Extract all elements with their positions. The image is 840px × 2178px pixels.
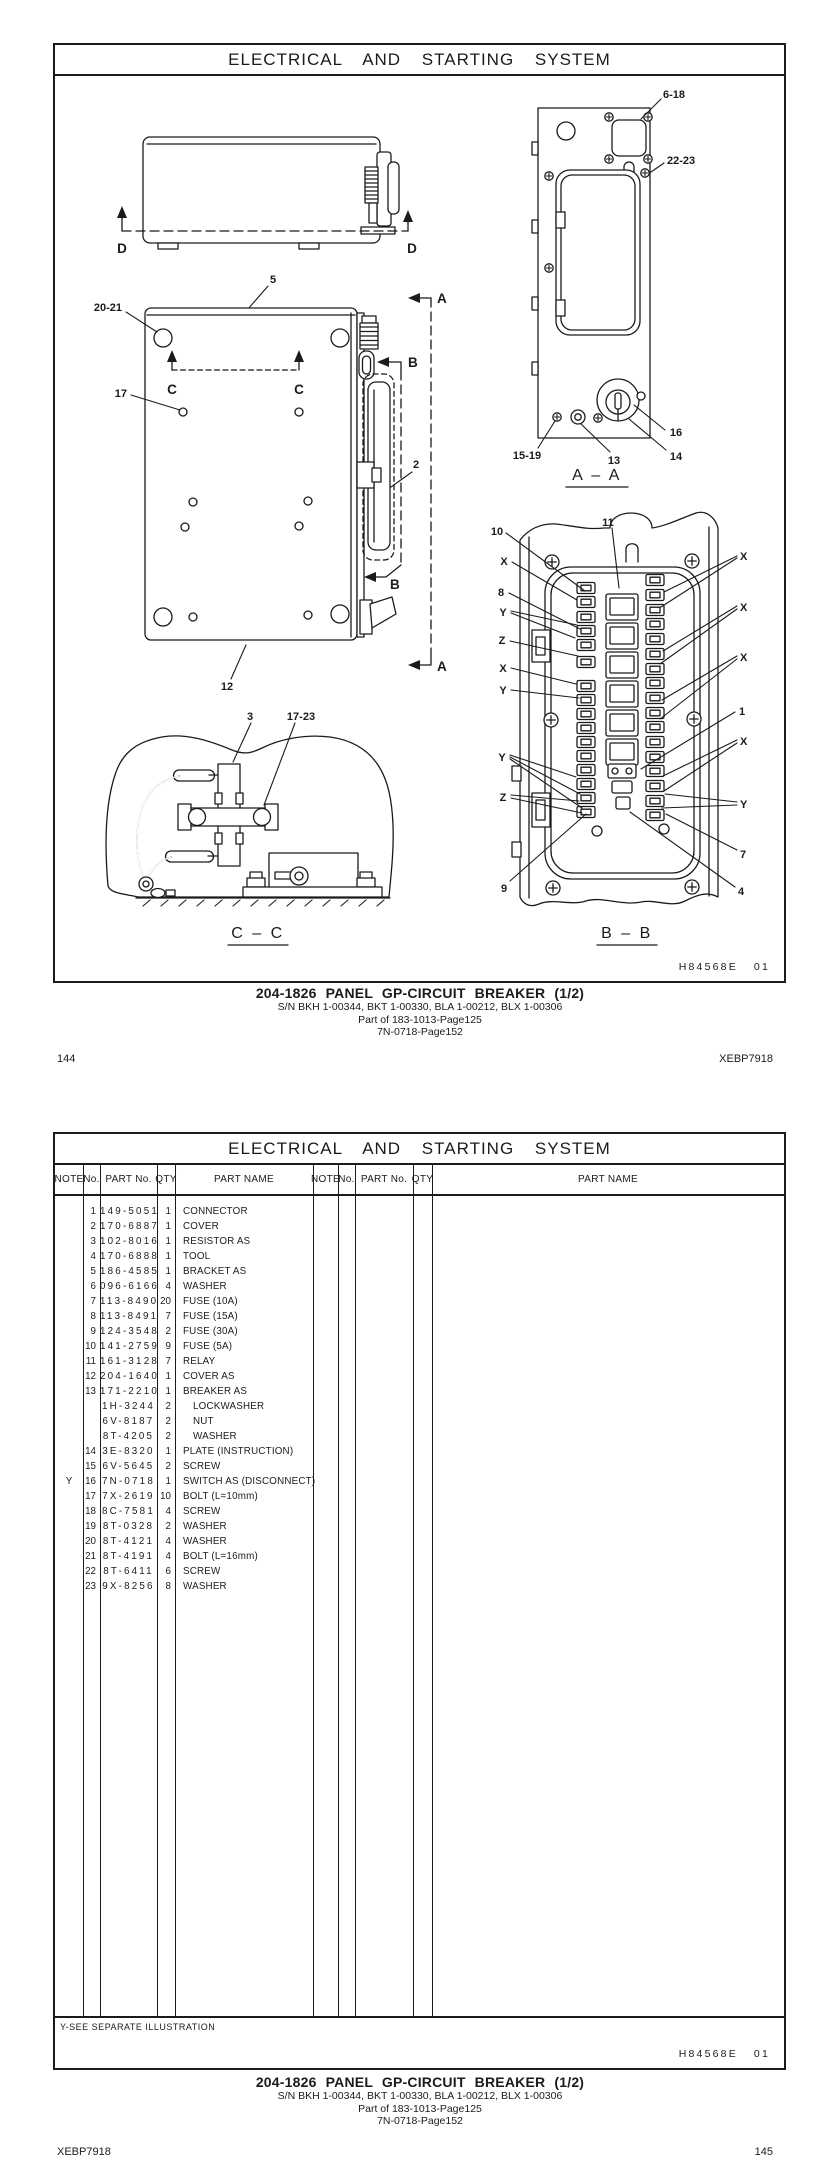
fuse-symbol	[577, 723, 595, 734]
drawing-code-rev: 01	[753, 2048, 770, 2060]
caption-partof: Part of 183-1013-Page125	[358, 2102, 482, 2115]
table-row	[55, 1519, 784, 1534]
cell-qty: 7	[165, 1356, 171, 1367]
callout-14: 14	[669, 451, 683, 463]
cell-pn: 124-3548	[100, 1326, 160, 1337]
callout-x: X	[740, 602, 748, 614]
cell-pn: 1H-3244	[102, 1401, 155, 1412]
cell-pn: 6V-8187	[102, 1416, 155, 1427]
cell-no: 18	[85, 1506, 96, 1517]
drawing-code-rev: 01	[753, 961, 770, 973]
callout-x: X	[499, 663, 507, 675]
fuse-symbol	[646, 722, 664, 733]
fuse-symbol	[646, 619, 664, 630]
table-row	[55, 1234, 784, 1249]
cell-pn: 8T-4205	[102, 1431, 155, 1442]
table-row	[55, 1249, 784, 1264]
fuse-symbol	[577, 626, 595, 637]
parts-table	[55, 1165, 784, 2068]
table-row	[55, 1579, 784, 1594]
cell-no	[83, 1414, 100, 1429]
cell-no: 13	[85, 1386, 96, 1397]
fuse-symbol	[577, 640, 595, 651]
callout-c-left: C	[167, 382, 177, 397]
fuse-symbol	[646, 634, 664, 645]
fuse-symbol	[646, 693, 664, 704]
fuse-symbol	[646, 590, 664, 601]
fuse-symbol	[577, 681, 595, 692]
cell-note	[55, 1399, 83, 1414]
callout-9: 9	[500, 883, 508, 895]
cell-no: 12	[85, 1371, 96, 1382]
cell-pn: 7X-2619	[102, 1491, 155, 1502]
figure-caption	[0, 2075, 840, 2128]
callout-d-right: D	[407, 241, 417, 256]
cell-qty: 7	[165, 1311, 171, 1322]
cell-nm: COVER	[183, 1221, 219, 1232]
callout-7: 7	[740, 849, 747, 861]
cell-note	[55, 1354, 83, 1369]
fuse-symbol	[646, 708, 664, 719]
caption-title: 204-1826 PANEL GP-CIRCUIT BREAKER (1/2)	[255, 985, 585, 1001]
cell-note	[55, 1459, 83, 1474]
callout-b-top: B	[408, 355, 418, 370]
fuse-symbol	[577, 779, 595, 790]
cell-no: 5	[90, 1266, 96, 1277]
parts-list-page	[53, 1132, 786, 2070]
table-row	[55, 1534, 784, 1549]
cell-pn: 8T-4191	[102, 1551, 155, 1562]
cell-no: 1	[90, 1206, 96, 1217]
callout-13: 13	[607, 455, 621, 467]
table-row	[55, 1339, 784, 1354]
cell-pn: 8T-4121	[102, 1536, 155, 1547]
table-row	[55, 1204, 784, 1219]
cell-nm: SWITCH AS (DISCONNECT)	[183, 1476, 316, 1487]
view-top	[117, 137, 417, 309]
fuse-symbol	[646, 737, 664, 748]
view-aa	[513, 89, 695, 487]
table-row	[55, 1294, 784, 1309]
callout-a-top: A	[437, 291, 447, 306]
cell-nm: FUSE (10A)	[183, 1296, 238, 1307]
cell-nm: NUT	[193, 1416, 214, 1427]
figure-caption	[0, 986, 840, 1039]
table-row	[55, 1474, 784, 1489]
cell-no: 16	[85, 1476, 96, 1487]
drawing-code-number: H84568E	[678, 2048, 738, 2060]
cell-qty: 4	[165, 1506, 171, 1517]
callout-d-left: D	[117, 241, 127, 256]
callout-22-23: 22-23	[667, 155, 696, 167]
cell-no: 20	[85, 1536, 96, 1547]
cell-note	[55, 1444, 83, 1459]
table-row	[55, 1459, 784, 1474]
cell-nm: RELAY	[183, 1356, 216, 1367]
caption-ref: 7N-0718-Page152	[377, 2115, 463, 2127]
cell-pn: 8C-7581	[102, 1506, 155, 1517]
page-number: 144	[57, 1053, 76, 1065]
relay-symbol	[606, 681, 638, 707]
figure-drawing	[55, 74, 784, 981]
col-part-no: PART No.	[105, 1174, 152, 1185]
section-title-bb: B – B	[601, 925, 653, 942]
fuse-symbol	[646, 605, 664, 616]
cell-pn: 204-1640	[100, 1371, 160, 1382]
callout-10: 10	[490, 526, 504, 538]
cell-note	[55, 1324, 83, 1339]
col-part-no-2: PART No.	[360, 1174, 408, 1185]
cell-nm: FUSE (5A)	[183, 1341, 233, 1352]
cell-no: 19	[85, 1521, 96, 1532]
cell-nm: WASHER	[183, 1581, 227, 1592]
fuse-symbol	[646, 575, 664, 586]
fuse-symbol	[577, 737, 595, 748]
cell-qty: 20	[160, 1296, 171, 1307]
cell-note	[55, 1489, 83, 1504]
cell-nm: BOLT (L=16mm)	[183, 1551, 258, 1562]
callout-11: 11	[602, 517, 614, 529]
cell-no	[83, 1399, 100, 1414]
caption-serials: S/N BKH 1-00344, BKT 1-00330, BLA 1-00212, BLX 1-00306	[277, 1001, 563, 1013]
fuse-symbol	[577, 765, 595, 776]
cell-note	[55, 1549, 83, 1564]
connector-6-18	[612, 120, 646, 156]
cell-qty: 1	[165, 1206, 171, 1217]
cell-note	[55, 1294, 83, 1309]
fuse-symbol	[646, 810, 664, 821]
callout-c-right: C	[294, 382, 304, 397]
callout-y: Y	[499, 607, 507, 619]
cell-nm: WASHER	[183, 1536, 227, 1547]
cell-note	[55, 1534, 83, 1549]
cell-pn: 170-6888	[100, 1251, 160, 1262]
section-title-aa: A – A	[572, 467, 622, 484]
cell-no: 4	[90, 1251, 96, 1262]
col-qty: QTY	[155, 1174, 177, 1185]
section-title-cc: C – C	[231, 925, 285, 942]
footnote: Y-SEE SEPARATE ILLUSTRATION	[60, 2022, 216, 2032]
callout-1: 1	[739, 706, 746, 718]
cell-note	[55, 1339, 83, 1354]
cell-note	[55, 1309, 83, 1324]
relay-symbol	[606, 710, 638, 736]
cell-pn: 161-3128	[100, 1356, 160, 1367]
callout-z: Z	[498, 635, 506, 647]
callout-x: X	[740, 736, 748, 748]
cell-nm: PLATE (INSTRUCTION)	[183, 1446, 294, 1457]
form-number: XEBP7918	[719, 1053, 773, 1065]
figure-page	[53, 43, 786, 983]
fuse-symbol	[577, 709, 595, 720]
table-row	[55, 1354, 784, 1369]
cell-qty: 1	[165, 1221, 171, 1232]
fuse-symbol	[646, 649, 664, 660]
table-row	[55, 1564, 784, 1579]
relay-symbol	[606, 594, 638, 620]
callout-y: Y	[498, 752, 506, 764]
cell-note	[55, 1204, 83, 1219]
cell-nm: SCREW	[183, 1506, 221, 1517]
cell-pn: 9X-8256	[102, 1581, 155, 1592]
cell-note	[55, 1519, 83, 1534]
table-row	[55, 1414, 784, 1429]
callout-y: Y	[740, 799, 748, 811]
fuse-symbol	[577, 751, 595, 762]
fuse-symbol	[577, 657, 595, 668]
callout-16: 16	[669, 427, 683, 439]
table-row	[55, 1309, 784, 1324]
cell-no: 7	[90, 1296, 96, 1307]
table-row	[55, 1549, 784, 1564]
drawing-code-number: H84568E	[678, 961, 738, 973]
table-row	[55, 1489, 784, 1504]
cell-qty: 4	[165, 1551, 171, 1562]
cell-pn: 8T-6411	[103, 1566, 154, 1577]
callout-5: 5	[269, 274, 277, 286]
cell-nm: BRACKET AS	[183, 1266, 247, 1277]
cell-qty: 1	[165, 1251, 171, 1262]
callout-z: Z	[499, 792, 507, 804]
cell-qty: 1	[165, 1386, 171, 1397]
cell-note: Y	[65, 1476, 73, 1487]
cell-qty: 10	[160, 1491, 171, 1502]
relay-symbol	[606, 623, 638, 649]
cell-note	[55, 1504, 83, 1519]
callout-17: 17	[114, 388, 127, 400]
wire-lug-upper	[174, 770, 215, 781]
cell-no	[83, 1429, 100, 1444]
fuse-column-left	[577, 583, 595, 818]
cell-nm: BOLT (L=10mm)	[183, 1491, 258, 1502]
caption-partof: Part of 183-1013-Page125	[358, 1013, 482, 1026]
callout-x: X	[740, 551, 748, 563]
callout-8: 8	[497, 587, 505, 599]
cell-qty: 6	[165, 1566, 171, 1577]
cell-qty: 1	[165, 1266, 171, 1277]
table-body	[55, 1196, 784, 2018]
cell-pn: 102-8016	[100, 1236, 160, 1247]
cell-nm: RESISTOR AS	[183, 1236, 251, 1247]
page-title: ELECTRICAL AND STARTING SYSTEM	[55, 45, 784, 76]
cell-no: 9	[90, 1326, 96, 1337]
cell-qty: 1	[165, 1446, 171, 1457]
cell-qty: 8	[165, 1581, 171, 1592]
callout-4: 4	[738, 886, 745, 898]
callout-6-18: 6-18	[663, 89, 686, 101]
cell-note	[55, 1234, 83, 1249]
cell-nm: COVER AS	[183, 1371, 235, 1382]
callout-x: X	[500, 556, 508, 568]
col-note: NOTE	[54, 1174, 84, 1185]
cell-note	[55, 1279, 83, 1294]
cell-qty: 1	[165, 1236, 171, 1247]
table-row	[55, 1504, 784, 1519]
callout-2: 2	[413, 459, 420, 471]
page-title: ELECTRICAL AND STARTING SYSTEM	[55, 1134, 784, 1165]
cell-nm: FUSE (30A)	[183, 1326, 238, 1337]
table-row	[55, 1219, 784, 1234]
cell-qty: 2	[165, 1461, 171, 1472]
view-cc	[106, 711, 393, 945]
cell-pn: 8T-0328	[102, 1521, 155, 1532]
cell-nm: LOCKWASHER	[193, 1401, 265, 1412]
view-bb	[491, 512, 748, 945]
col-qty-2: QTY	[411, 1174, 434, 1185]
cell-no: 10	[85, 1341, 96, 1352]
cell-note	[55, 1579, 83, 1594]
cell-qty: 4	[165, 1281, 171, 1292]
section-line-a	[408, 291, 447, 674]
callout-20-21: 20-21	[93, 302, 122, 314]
drawing-code	[679, 961, 770, 973]
cell-pn: 113-8491	[100, 1311, 159, 1322]
cell-nm: SCREW	[183, 1461, 221, 1472]
cell-qty: 1	[165, 1476, 171, 1487]
fuse-symbol	[577, 597, 595, 608]
cell-no: 17	[85, 1491, 96, 1502]
relay-symbol	[606, 652, 638, 678]
fuse-symbol	[646, 781, 664, 792]
table-row	[55, 1369, 784, 1384]
col-note-2: NOTE	[311, 1174, 340, 1185]
fuse-column-right	[646, 575, 664, 821]
cell-note	[55, 1564, 83, 1579]
cell-qty: 2	[165, 1326, 171, 1337]
cell-note	[55, 1369, 83, 1384]
cell-nm: CONNECTOR	[183, 1206, 248, 1217]
table-header	[55, 1165, 784, 1196]
form-number: XEBP7918	[57, 2146, 111, 2158]
cell-pn: 149-5051	[100, 1206, 160, 1217]
callout-b-bottom: B	[390, 577, 400, 592]
cell-nm: WASHER	[183, 1281, 227, 1292]
fuse-symbol	[577, 583, 595, 594]
callout-y: Y	[499, 685, 507, 697]
relay-symbol	[606, 739, 638, 765]
fuse-symbol	[646, 766, 664, 777]
cell-note	[55, 1429, 83, 1444]
cell-nm: WASHER	[183, 1521, 227, 1532]
cell-no: 8	[90, 1311, 96, 1322]
fuse-symbol	[577, 695, 595, 706]
callout-x: X	[740, 652, 748, 664]
cell-qty: 2	[165, 1416, 171, 1427]
cell-no: 22	[85, 1566, 96, 1577]
cell-qty: 2	[165, 1521, 171, 1532]
callout-15-19: 15-19	[512, 450, 542, 462]
fuse-symbol	[577, 612, 595, 623]
page-number: 145	[754, 2146, 773, 2158]
table-row	[55, 1384, 784, 1399]
drawing-code	[679, 2048, 770, 2060]
table-row	[55, 1444, 784, 1459]
cell-no: 6	[90, 1281, 96, 1292]
callout-a-bottom: A	[437, 659, 447, 674]
col-part-name-2: PART NAME	[578, 1174, 638, 1185]
cell-qty: 2	[165, 1401, 171, 1412]
cell-pn: 171-2210	[100, 1386, 160, 1397]
cell-pn: 7N-0718	[102, 1476, 155, 1487]
view-front	[94, 291, 447, 693]
cell-note	[55, 1264, 83, 1279]
cell-nm: WASHER	[193, 1431, 237, 1442]
caption-ref: 7N-0718-Page152	[377, 1026, 463, 1038]
cell-nm: TOOL	[183, 1251, 211, 1262]
cell-qty: 1	[165, 1371, 171, 1382]
table-row	[55, 1279, 784, 1294]
table-row	[55, 1324, 784, 1339]
cell-no: 11	[85, 1356, 96, 1367]
cell-qty: 2	[165, 1431, 171, 1442]
col-part-name: PART NAME	[214, 1174, 274, 1185]
fuse-symbol	[646, 664, 664, 675]
table-row	[55, 1399, 784, 1414]
cell-qty: 4	[165, 1536, 171, 1547]
cell-no: 2	[90, 1221, 96, 1232]
cell-pn: 3E-8320	[102, 1446, 155, 1457]
cell-nm: FUSE (15A)	[183, 1311, 238, 1322]
cell-pn: 186-4585	[100, 1266, 160, 1277]
caption-title: 204-1826 PANEL GP-CIRCUIT BREAKER (1/2)	[255, 2074, 585, 2090]
cell-nm: BREAKER AS	[183, 1386, 248, 1397]
cell-pn: 6V-5645	[102, 1461, 155, 1472]
cell-note	[55, 1219, 83, 1234]
cell-nm: SCREW	[183, 1566, 221, 1577]
callout-12: 12	[220, 681, 234, 693]
cell-no: 21	[85, 1551, 96, 1562]
col-no: No.	[83, 1174, 100, 1185]
cell-pn: 170-6887	[100, 1221, 160, 1232]
caption-serials: S/N BKH 1-00344, BKT 1-00330, BLA 1-00212, BLX 1-00306	[277, 2090, 563, 2102]
wire-lug-lower	[166, 851, 214, 862]
cell-qty: 9	[165, 1341, 171, 1352]
col-no-2: No.	[338, 1174, 355, 1185]
table-row	[55, 1264, 784, 1279]
cell-no: 23	[85, 1581, 96, 1592]
fuse-symbol	[646, 796, 664, 807]
fuse-symbol	[646, 678, 664, 689]
table-row	[55, 1429, 784, 1444]
cell-no: 15	[85, 1461, 96, 1472]
cell-pn: 141-2759	[100, 1341, 160, 1352]
cell-pn: 113-8490	[100, 1296, 159, 1307]
cell-no: 14	[85, 1446, 96, 1457]
cell-pn: 096-6166	[100, 1281, 160, 1292]
callout-17-23: 17-23	[286, 711, 316, 723]
table-footer	[55, 2016, 784, 2068]
cell-note	[55, 1249, 83, 1264]
callout-3: 3	[246, 711, 254, 723]
cell-note	[55, 1384, 83, 1399]
cell-no: 3	[90, 1236, 96, 1247]
cell-note	[55, 1414, 83, 1429]
